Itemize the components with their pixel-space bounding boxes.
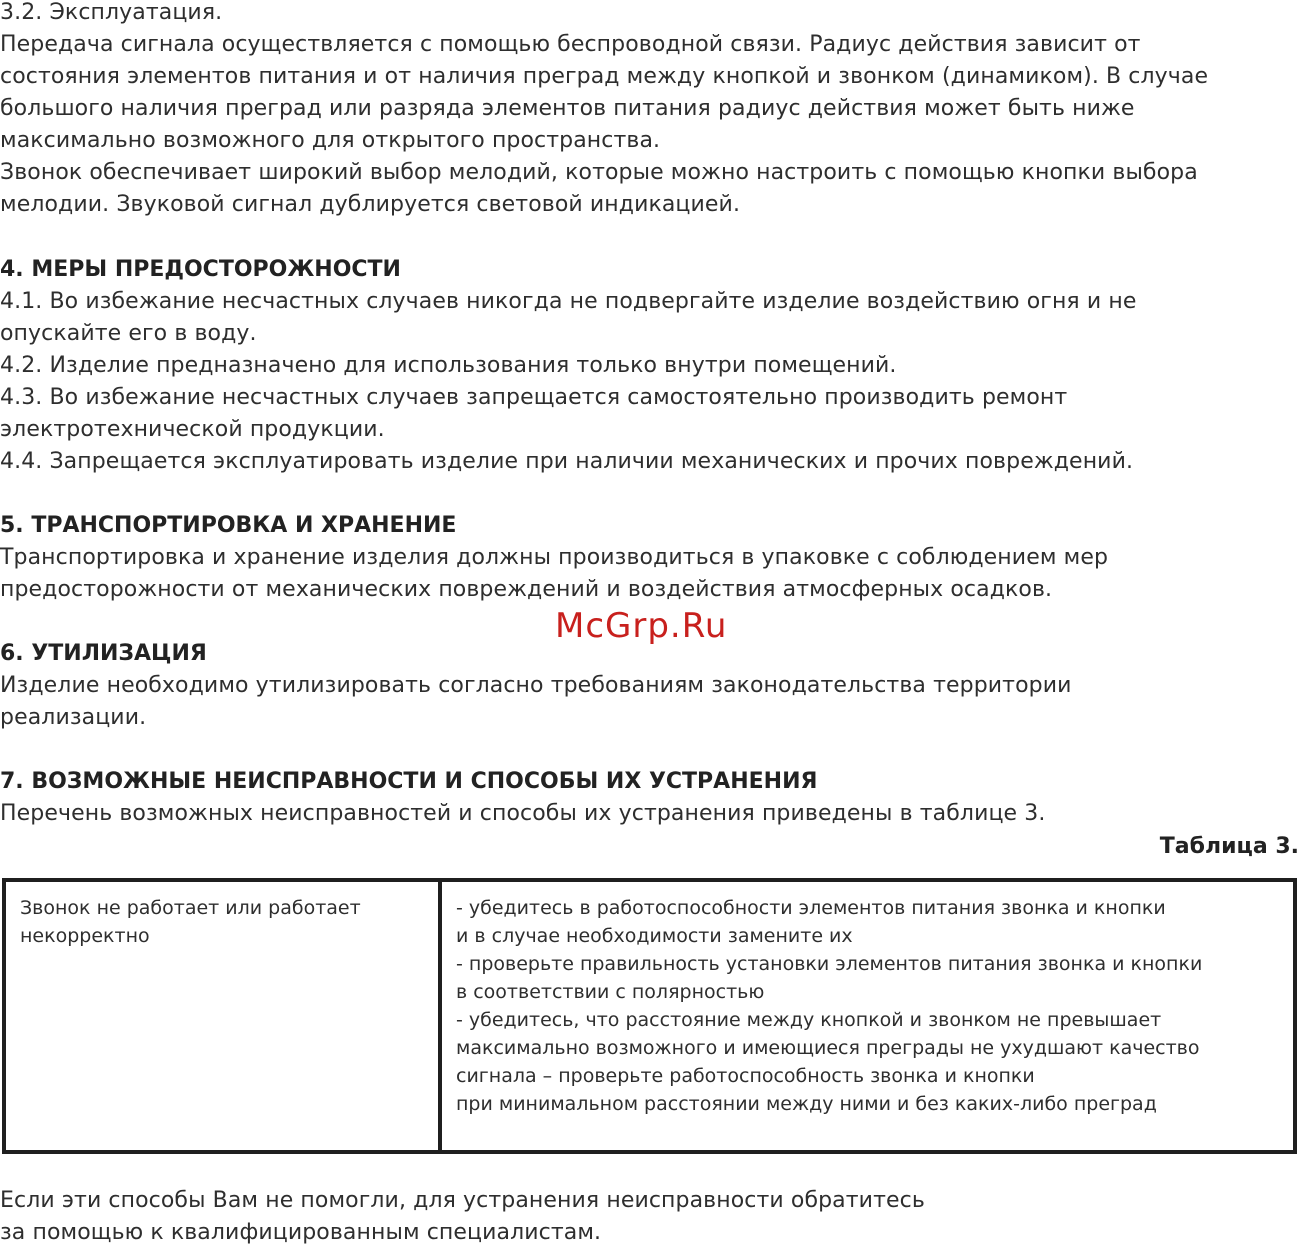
section-4-text-line: опускайте его в воду. xyxy=(0,321,257,346)
problem-text-line: Звонок не работает или работает xyxy=(20,897,361,919)
section-4-text-line: электротехнической продукции. xyxy=(0,417,385,442)
solution-text-line: - убедитесь, что расстояние между кнопкой и звонком не превышает xyxy=(456,1009,1162,1031)
section-6-heading: 6. УТИЛИЗАЦИЯ xyxy=(0,641,207,666)
section-4-text-line: 4.3. Во избежание несчастных случаев запрещается самостоятельно производить ремонт xyxy=(0,385,1068,410)
section-7-heading: 7. ВОЗМОЖНЫЕ НЕИСПРАВНОСТИ И СПОСОБЫ ИХ УСТРАНЕНИЯ xyxy=(0,769,818,794)
section-5-heading: 5. ТРАНСПОРТИРОВКА И ХРАНЕНИЕ xyxy=(0,513,457,538)
section-3-2-title: 3.2. Эксплуатация. xyxy=(0,0,223,25)
section-7-text-line: Перечень возможных неисправностей и способы их устранения приведены в таблице 3. xyxy=(0,801,1046,826)
footer-text-line: за помощью к квалифицированным специалистам. xyxy=(0,1220,602,1245)
problem-text-line: некорректно xyxy=(20,925,150,947)
section-4-text-line: 4.2. Изделие предназначено для использования только внутри помещений. xyxy=(0,353,897,378)
watermark-text: McGrp.Ru xyxy=(555,606,728,646)
solution-text-line: максимально возможного и имеющиеся преграды не ухудшают качество xyxy=(456,1037,1200,1059)
table-caption: Таблица 3. xyxy=(1159,834,1299,859)
section-5-text-line: предосторожности от механических повреждений и воздействия атмосферных осадков. xyxy=(0,577,1053,602)
section-3-2-text-line: Передача сигнала осуществляется с помощью беспроводной связи. Радиус действия зависит от xyxy=(0,32,1141,57)
solution-text-line: в соответствии с полярностью xyxy=(456,981,765,1003)
section-4-text-line: 4.1. Во избежание несчастных случаев никогда не подвергайте изделие воздействию огня и не xyxy=(0,289,1137,314)
section-3-2-text-line: состояния элементов питания и от наличия преград между кнопкой и звонком (динамиком). В случае xyxy=(0,64,1209,89)
section-4-text-line: 4.4. Запрещается эксплуатировать изделие при наличии механических и прочих повреждений. xyxy=(0,449,1134,474)
section-5-text-line: Транспортировка и хранение изделия должны производиться в упаковке с соблюдением мер xyxy=(0,545,1109,570)
section-3-2-text-line: максимально возможного для открытого пространства. xyxy=(0,128,661,153)
section-4-heading: 4. МЕРЫ ПРЕДОСТОРОЖНОСТИ xyxy=(0,257,401,282)
solution-text-line: при минимальном расстоянии между ними и без каких-либо преград xyxy=(456,1093,1157,1115)
section-3-2-text-line: Звонок обеспечивает широкий выбор мелодий, которые можно настроить с помощью кнопки выбора xyxy=(0,160,1198,185)
table-cell-solution xyxy=(442,882,1293,1150)
section-6-text-line: Изделие необходимо утилизировать согласно требованиям законодательства территории xyxy=(0,673,1072,698)
solution-text-line: и в случае необходимости замените их xyxy=(456,925,853,947)
section-6-text-line: реализации. xyxy=(0,705,147,730)
section-3-2-text-line: большого наличия преград или разряда элементов питания радиус действия может быть ниже xyxy=(0,96,1135,121)
table-cell-problem xyxy=(6,882,442,1150)
section-3-2-text-line: мелодии. Звуковой сигнал дублируется световой индикацией. xyxy=(0,192,741,217)
solution-text-line: - убедитесь в работоспособности элементов питания звонка и кнопки xyxy=(456,897,1166,919)
solution-text-line: - проверьте правильность установки элементов питания звонка и кнопки xyxy=(456,953,1203,975)
footer-text-line: Если эти способы Вам не помогли, для устранения неисправности обратитесь xyxy=(0,1188,925,1213)
solution-text-line: сигнала – проверьте работоспособность звонка и кнопки xyxy=(456,1065,1035,1087)
troubleshooting-table xyxy=(2,878,1297,1154)
